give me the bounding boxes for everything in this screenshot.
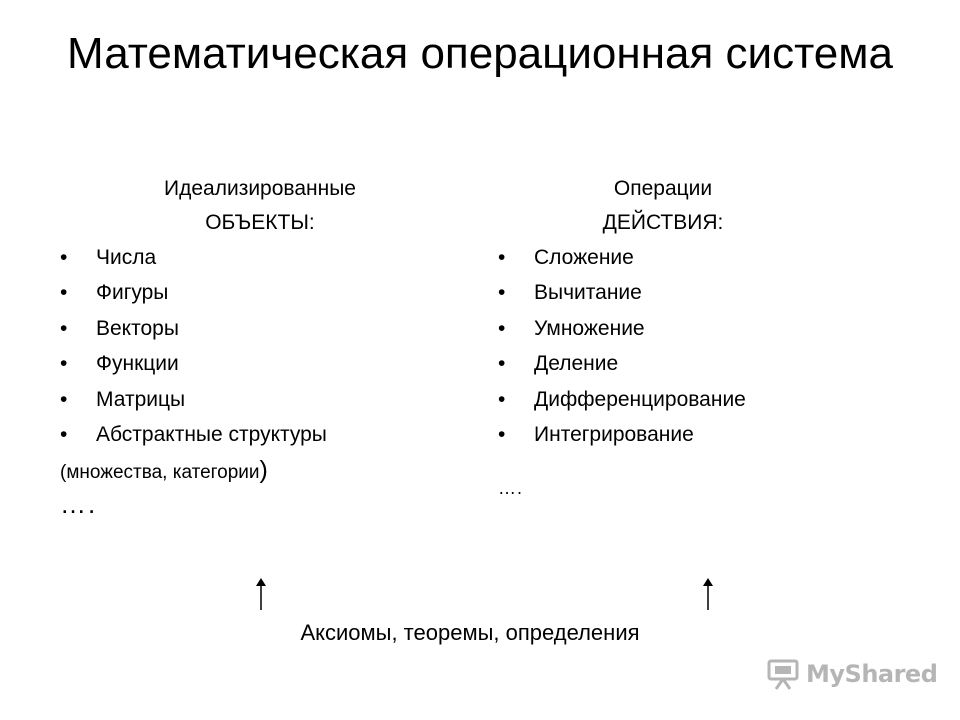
list-item: • Интегрирование: [498, 417, 938, 452]
objects-heading-line2: ОБЪЕКТЫ:: [205, 211, 315, 234]
bullet-icon: •: [498, 352, 506, 376]
actions-column: [498, 172, 938, 508]
objects-heading-line1: Идеализированные: [164, 177, 356, 200]
bullet-icon: •: [60, 281, 68, 305]
list-item: • Матрицы: [60, 382, 480, 417]
list-item: • Фигуры: [60, 275, 480, 310]
bullet-icon: •: [498, 246, 506, 269]
bullet-icon: •: [60, 423, 68, 447]
objects-ellipsis: ….: [60, 489, 98, 520]
list-item: • Дифференцирование: [498, 382, 938, 417]
bullet-icon: •: [60, 387, 68, 411]
list-item: • Сложение: [498, 240, 938, 275]
bullet-icon: •: [498, 387, 506, 411]
list-item: • Умножение: [498, 311, 938, 346]
bullet-icon: •: [60, 246, 68, 269]
bullet-icon: •: [498, 423, 506, 447]
actions-ellipsis: ….: [498, 478, 524, 499]
list-item: • Абстрактные структуры: [60, 417, 480, 452]
slide-title: Математическая операционная система: [67, 29, 893, 78]
actions-heading-line2: ДЕЙСТВИЯ:: [602, 211, 724, 234]
bullet-icon: •: [60, 352, 68, 376]
list-item: • Функции: [60, 346, 480, 381]
list-item: • Векторы: [60, 311, 480, 346]
footer-caption: Аксиомы, теоремы, определения: [300, 620, 640, 645]
bullet-icon: •: [498, 281, 506, 305]
arrow-up-right-icon: [701, 577, 715, 611]
actions-list: [498, 240, 938, 452]
list-item: • Вычитание: [498, 275, 938, 310]
objects-column: [60, 172, 480, 520]
actions-heading-line1: Операции: [613, 177, 713, 200]
presentation-board-icon: [766, 658, 800, 690]
arrow-up-left-icon: [254, 577, 268, 611]
list-item: • Числа: [60, 240, 480, 275]
bullet-icon: •: [60, 316, 68, 340]
objects-list: [60, 240, 480, 452]
list-item: • Деление: [498, 346, 938, 381]
myshared-logo: [766, 656, 937, 692]
structures-note: (множества, категории): [60, 456, 268, 485]
logo-text: MyShared: [806, 660, 938, 688]
bullet-icon: •: [498, 316, 506, 340]
